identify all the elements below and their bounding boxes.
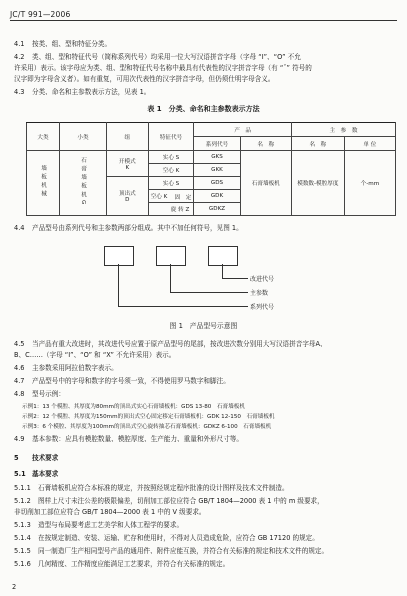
fig-leader-update-v — [222, 264, 223, 278]
cell-feature-solid-d: 实心 S — [148, 177, 194, 190]
cell-series-gdkz: GDKZ — [194, 203, 240, 216]
section-number: 4.6 — [14, 364, 25, 372]
table1-caption: 表 1 分类、命名和主参数表示方法 — [147, 105, 260, 113]
section-4-2-line3: 汉字即为字母含义者）。如有重复，可用次代表性的汉字拼音字母，但仍须仕明字母含义。 — [14, 75, 275, 83]
section-number: 5.1 — [14, 470, 26, 478]
example-3: 示例3：6 个模腔、其厚度为100mm的顶出式空心旋转抽芯石膏墙板机：GDKZ 6-100 石膏墙板机 — [22, 424, 272, 430]
cell-group-open: 开模式 K — [107, 151, 149, 177]
example-2: 示例2：12 个模腔、其厚度为150mm的顶出式空心固定移定石膏墙板机：GDK 12-150 石膏墙板机 — [22, 414, 275, 420]
section-4-1 — [14, 40, 111, 49]
section-text: 分类、命名和主参数表示方法，见表 1。 — [32, 88, 151, 96]
page-number: 2 — [12, 583, 17, 591]
fig-label-update: 改进代号 — [250, 276, 275, 283]
header-subclass: 小类 — [60, 123, 107, 151]
section-number: 4.3 — [14, 88, 25, 96]
section-text: 主参数采用阿拉伯数字表示。 — [32, 364, 118, 372]
section-5-1-2-line1 — [14, 497, 324, 506]
section-number: 4.7 — [14, 377, 25, 385]
section-number: 5.1.2 — [14, 497, 31, 505]
section-5-1-2-line2: 非切削加工部位应符合 GB/T 1804—2000 表 1 中的 V 级要求。 — [14, 508, 206, 516]
cell-group-top: 顶出式 D — [107, 177, 149, 216]
section-number: 5.1.3 — [14, 521, 31, 529]
section-4-7 — [14, 377, 230, 386]
cell-param-unit: 个-mm — [344, 151, 395, 216]
header-rule — [10, 20, 397, 21]
header-feature: 特征代号 — [148, 123, 194, 151]
section-text: 几何精度、工作精度应能满足工艺要求，并符合有关标准的规定。 — [38, 560, 230, 568]
section-text: 型号示例： — [32, 390, 65, 398]
cell-series-gks: GKS — [194, 151, 240, 164]
cell-param-name: 模数数-模腔厚度 — [291, 151, 344, 216]
section-number: 5.1.4 — [14, 534, 31, 542]
cell-feature-hollow-k: 空心 K — [148, 164, 194, 177]
cell-product-name: 石膏墙板机 — [240, 151, 291, 216]
cell-series-gds: GDS — [194, 177, 240, 190]
cell-feature-solid-k: 实心 S — [148, 151, 194, 164]
section-text: 当产品有重大改进时，其改进代号应置于原产品型号的尾部，按改进次数分别用大写汉语拼音字母A、 — [32, 340, 327, 348]
section-text: 产品型号由系列代号和主参数两部分组成。其中不加任何符号，见图 1。 — [32, 224, 243, 232]
section-4-4 — [14, 224, 243, 233]
fig-label-series: 系列代号 — [250, 304, 275, 311]
header-unit: 单 位 — [344, 137, 395, 151]
fig-box-param — [156, 246, 186, 266]
section-number: 4.8 — [14, 390, 25, 398]
header-product-name: 名 称 — [240, 137, 291, 151]
cell-feature-fixed: 空心 K 固 定 — [148, 190, 194, 203]
fig-leader-param-h — [170, 292, 248, 293]
section-5-1-1 — [14, 484, 289, 493]
section-number: 4.2 — [14, 53, 25, 61]
section-text: 石膏墙板机应符合本标准的规定，并按照经规定程序批准的设计图样及技术文件制造。 — [38, 484, 289, 492]
section-4-2-line1 — [14, 53, 301, 62]
section-5-heading — [14, 454, 58, 463]
section-text: 类、组、型和特征代号（简称系列代号）均采用一位大写汉语拼音字母（字母 “I”、“O” 不允 — [32, 53, 301, 61]
example-1: 示例1：13 个模腔、其厚度为80mm的顶出式实心石膏墙板机：GDS 13-80 石膏墙板机 — [22, 404, 245, 410]
header-product: 产 品 — [194, 123, 292, 137]
section-number: 4.4 — [14, 224, 25, 232]
section-text: 造型与布局要考虑工艺美学和人体工程学的要求。 — [38, 521, 184, 529]
header-group: 组 — [107, 123, 149, 151]
fig-leader-param-v — [170, 264, 171, 292]
section-number: 5 — [14, 454, 19, 462]
cell-feature-rotate: 旋 转 Z — [148, 203, 194, 216]
section-text: 在按规定制造、安装、运输、贮存和使用时，不得对人员造成危险，应符合 GB 17120 的规定。 — [38, 534, 319, 542]
section-title: 技术要求 — [32, 454, 59, 462]
section-4-8 — [14, 390, 65, 399]
fig-box-series — [104, 246, 134, 266]
section-5-1-6 — [14, 560, 229, 569]
section-number: 5.1.6 — [14, 560, 31, 568]
section-4-9 — [14, 435, 243, 444]
section-4-2-line2: 许采用）表示。该字母应为类、组、型和特征代号名称中最具有代表性的汉字拼音字母（有 “ˇ” 符号的 — [14, 64, 312, 72]
section-text: 图样上尺寸未注公差的极限偏差，切削加工部位应符合 GB/T 1804—2000 表 1 中的 m 级要求， — [38, 497, 324, 505]
section-text: 基本参数：应具有模腔数量、模腔厚度、生产能力、重量和外形尺寸等。 — [32, 435, 243, 443]
section-number: 5.1.1 — [14, 484, 31, 492]
section-text: 产品型号中的字母和数字的字号须一致，不得使用罗马数字和脚注。 — [32, 377, 230, 385]
header-param: 主 参 数 — [291, 123, 395, 137]
section-5-1-4 — [14, 534, 319, 543]
doc-header-code: JC/T 991—2006 — [10, 10, 71, 19]
cell-subclass: 石膏墙板机G — [60, 151, 107, 216]
header-param-name: 名 称 — [291, 137, 344, 151]
header-class: 大类 — [27, 123, 60, 151]
section-5-1-heading — [14, 470, 58, 479]
fig-leader-series-h — [118, 306, 248, 307]
cell-class: 墙板机械 — [27, 151, 60, 216]
section-4-5-line1 — [14, 340, 327, 349]
section-text: 同一制造厂生产相同型号产品的通用件、附件应能互换，并符合有关标准的规定和技术文件的规定。 — [38, 547, 329, 555]
section-5-1-5 — [14, 547, 328, 556]
section-number: 4.1 — [14, 40, 25, 48]
section-5-1-3 — [14, 521, 183, 530]
section-text: 按类、组、型和特征分类。 — [32, 40, 112, 48]
cell-series-gdk: GDK — [194, 190, 240, 203]
fig-label-param: 主参数 — [250, 290, 269, 297]
figure1-caption: 图 1 产品型号示意图 — [169, 322, 238, 330]
section-number: 4.5 — [14, 340, 25, 348]
section-4-5-line2: B、C……（字母 “I”、“O” 和 “X” 不允许采用）表示。 — [14, 351, 176, 359]
fig-leader-series-v — [118, 264, 119, 306]
section-4-3 — [14, 88, 150, 97]
table-1 — [26, 122, 396, 216]
section-number: 4.9 — [14, 435, 25, 443]
section-number: 5.1.5 — [14, 547, 31, 555]
fig-leader-update-h — [222, 278, 248, 279]
header-series-code: 系列代号 — [194, 137, 240, 151]
section-title: 基本要求 — [32, 470, 59, 478]
fig-box-update — [208, 246, 238, 266]
section-4-6 — [14, 364, 118, 373]
cell-series-gkk: GKK — [194, 164, 240, 177]
